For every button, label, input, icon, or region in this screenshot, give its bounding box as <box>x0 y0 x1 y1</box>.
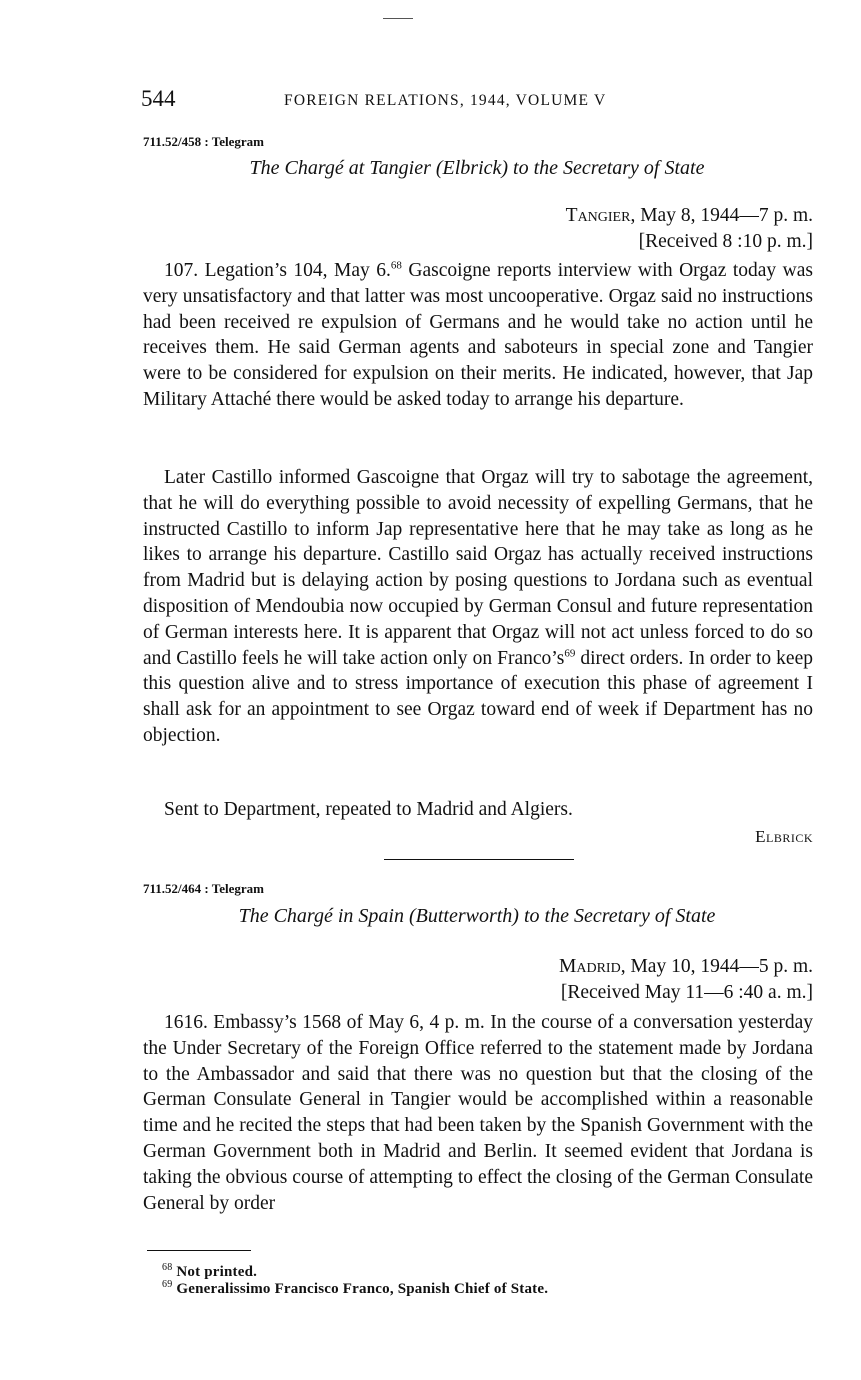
footnote-68-mark: 68 <box>162 1262 173 1273</box>
footnote-68-text: Not printed. <box>176 1264 258 1280</box>
doc1-dateline-date: , May 8, 1944—7 p. m. <box>630 205 813 226</box>
doc1-received: [Received 8 :10 p. m.] <box>638 231 813 252</box>
doc2-file-ref: 711.52/464 : Telegram <box>143 881 264 896</box>
doc1-signature: Elbrick <box>755 827 813 846</box>
doc2-received: [Received May 11—6 :40 a. m.] <box>560 982 813 1003</box>
footnote-ref-69: 69 <box>564 647 576 660</box>
doc1-dateline <box>566 203 813 229</box>
doc2-dateline <box>559 954 813 980</box>
footnote-69-text: Generalissimo Francisco Franco, Spanish Chief of State. <box>176 1281 549 1297</box>
doc1-paragraph-1: 107. Legation’s 104, May 6.68 Gascoigne reports interview with Orgaz today was very unsatisfactory and that latter was most uncooperative. Orgaz said no instructions had been received re expulsion of Germans and he would take no action until he receives them. He said German agents and saboteurs in special zone and Tangier were to be considered for expulsion on their merits. He indicated, however, that Jap Military Attaché there would be asked today to arrange his departure. <box>143 259 813 410</box>
doc2-title: The Chargé in Spain (Butterworth) to the Secretary of State <box>238 905 716 927</box>
doc1-paragraph-3: Sent to Department, repeated to Madrid and Algiers. <box>164 799 573 820</box>
doc2-dateline-place: Madrid <box>559 956 621 977</box>
doc2-paragraph-1: 1616. Embassy’s 1568 of May 6, 4 p. m. In the course of a conversation yesterday the Under Secretary of the Foreign Office referred to the statement made by Jordana to the Ambassador and said that there was no question but that the closing of the German Consulate General in Tangier would be accomplished within a reasonable time and he recited the steps that had been taken by the Spanish Government with the German Government both in Madrid and Berlin. It seemed evident that Jordana is taking the obvious course of attempting to effect the closing of the German Consulate General by order <box>143 1012 813 1214</box>
doc2-dateline-date: , May 10, 1944—5 p. m. <box>620 956 813 977</box>
running-head: FOREIGN RELATIONS, 1944, VOLUME V <box>284 92 607 109</box>
page-number: 544 <box>141 86 176 111</box>
footnote-rule <box>147 1250 251 1251</box>
doc1-paragraph-2: Later Castillo informed Gascoigne that Orgaz will try to sabotage the agreement, that he will do everything possible to avoid necessity of expelling Germans, that he instructed Castillo to inform Jap representative here that he may take as long as he likes to arrange his departure. Castillo said Orgaz has actually received instructions from Madrid but is delaying action by posing questions to Jordana such as eventual disposition of Mendoubia now occupied by German Consul and future representation of German interests here. It is apparent that Orgaz will not act unless forced to do so and Castillo feels he will take action only on $Franco’s^{69}$ direct orders. In order to keep this question alive and to stress importance of execution this phase of agreement I shall ask for an appointment to see Orgaz toward end of week if Department has no objection. <box>143 467 813 746</box>
doc1-dateline-place: Tangier <box>565 205 631 226</box>
doc1-file-ref: 711.52/458 : Telegram <box>143 134 264 149</box>
doc1-title: The Chargé at Tangier (Elbrick) to the Secretary of State <box>249 157 705 179</box>
footnote-69 <box>162 1279 548 1298</box>
top-printer-mark <box>383 18 413 19</box>
page-header <box>141 86 813 116</box>
footnote-ref-68: 68 <box>390 259 402 272</box>
section-divider <box>384 859 574 860</box>
footnote-69-mark: 69 <box>162 1279 173 1290</box>
